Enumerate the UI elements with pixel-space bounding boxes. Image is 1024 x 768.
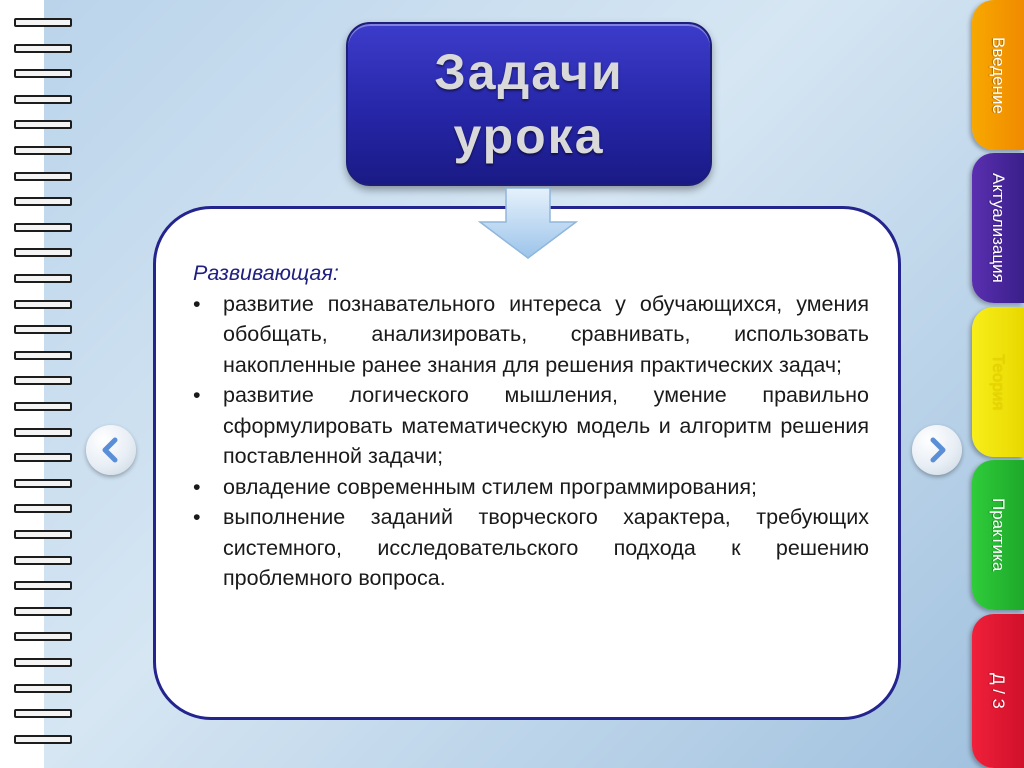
- list-item-text: развитие познавательного интереса у обучающихся, умения обобщать, анализировать, сравнивать, использовать накопленные ранее знания для решения практических задач;: [223, 291, 869, 377]
- tab-actualization[interactable]: [972, 153, 1024, 303]
- spiral-ring: [14, 556, 72, 565]
- tab-label: Теория: [989, 353, 1008, 411]
- spiral-ring: [14, 504, 72, 513]
- spiral-ring: [14, 69, 72, 78]
- list-item: [193, 472, 869, 503]
- spiral-ring: [14, 120, 72, 129]
- spiral-ring: [14, 658, 72, 667]
- bullet-marker: •: [193, 474, 201, 499]
- spiral-ring: [14, 351, 72, 360]
- list-item: [193, 380, 869, 472]
- spiral-ring: [14, 428, 72, 437]
- spiral-ring: [14, 146, 72, 155]
- list-item: [193, 502, 869, 594]
- bullet-marker: •: [193, 291, 201, 316]
- content-heading: Развивающая:: [193, 261, 339, 285]
- spiral-ring: [14, 172, 72, 181]
- tab-theory[interactable]: [972, 307, 1024, 457]
- spiral-ring: [14, 530, 72, 539]
- tab-label: Д / З: [989, 673, 1008, 709]
- lesson-content: [193, 258, 869, 594]
- next-slide-button[interactable]: [912, 425, 962, 475]
- spiral-ring: [14, 479, 72, 488]
- title-box: [346, 22, 712, 186]
- spiral-ring: [14, 18, 72, 27]
- tab-practice[interactable]: [972, 460, 1024, 610]
- spiral-ring: [14, 709, 72, 718]
- chevron-left-icon: [96, 435, 126, 465]
- tab-homework[interactable]: [972, 614, 1024, 768]
- spiral-ring: [14, 248, 72, 257]
- spiral-ring: [14, 684, 72, 693]
- prev-slide-button[interactable]: [86, 425, 136, 475]
- spiral-ring: [14, 300, 72, 309]
- spiral-ring: [14, 376, 72, 385]
- tab-label: Практика: [989, 498, 1008, 572]
- list-item-text: выполнение заданий творческого характера, требующих системного, исследовательского подхода к решению проблемного вопроса.: [223, 505, 869, 590]
- bullet-marker: •: [193, 505, 201, 529]
- spiral-ring: [14, 581, 72, 590]
- spiral-ring: [14, 223, 72, 232]
- tab-introduction[interactable]: [972, 0, 1024, 150]
- spiral-ring: [14, 402, 72, 411]
- arrow-down-icon: [478, 188, 578, 260]
- section-tabs: [972, 0, 1024, 768]
- bullet-list: [193, 289, 869, 594]
- title-line-2: урока: [453, 108, 605, 164]
- spiral-ring: [14, 632, 72, 641]
- spiral-ring: [14, 453, 72, 462]
- spiral-ring: [14, 607, 72, 616]
- spiral-ring: [14, 325, 72, 334]
- list-item-text: овладение современным стилем программирования;: [223, 474, 757, 499]
- spiral-ring: [14, 735, 72, 744]
- chevron-right-icon: [922, 435, 952, 465]
- list-item-text: развитие логического мышления, умение правильно сформулировать математическую модель и алгоритм решения поставленной задачи;: [223, 383, 869, 468]
- tab-label: Актуализация: [989, 173, 1008, 283]
- list-item: [193, 289, 869, 381]
- spiral-ring: [14, 197, 72, 206]
- spiral-binding: [14, 18, 72, 758]
- tab-label: Введение: [989, 36, 1008, 114]
- spiral-ring: [14, 274, 72, 283]
- bullet-marker: •: [193, 383, 201, 407]
- spiral-ring: [14, 44, 72, 53]
- title-line-1: Задачи: [434, 44, 624, 100]
- spiral-ring: [14, 95, 72, 104]
